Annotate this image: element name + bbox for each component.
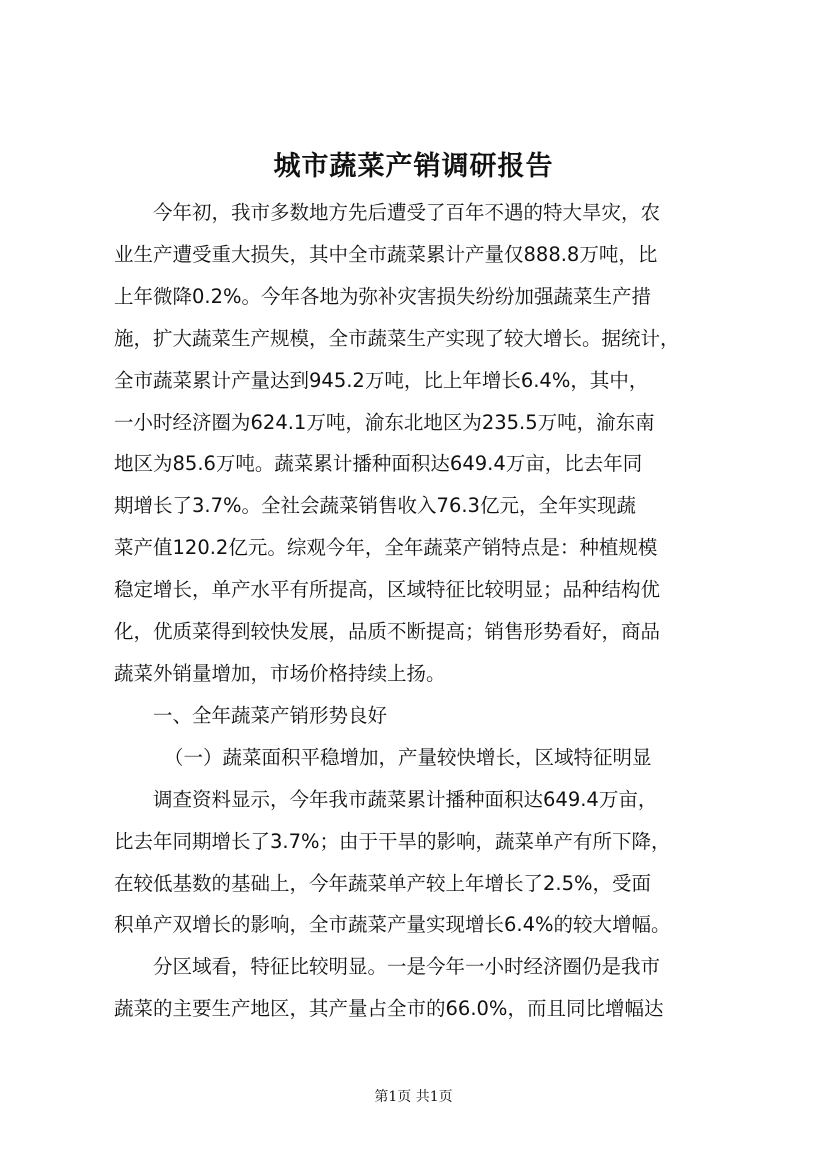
text-line: 业生产遭受重大损失，其中全市蔬菜累计产量仅888.8万吨，比 [114, 242, 658, 266]
text-line: 在较低基数的基础上，今年蔬菜单产较上年增长了2.5%，受面 [114, 871, 652, 895]
text-line: 比去年同期增长了3.7%；由于干旱的影响，蔬菜单产有所下降， [114, 829, 671, 853]
text-line: 施，扩大蔬菜生产规模，全市蔬菜生产实现了较大增长。据统计， [114, 326, 680, 350]
text-line: 期增长了3.7%。全社会蔬菜销售收入76.3亿元，全年实现蔬 [114, 494, 636, 518]
document-title: 城市蔬菜产销调研报告 [273, 151, 554, 182]
page-footer: 第1页 共1页 [374, 1089, 453, 1105]
text-line: 分区域看，特征比较明显。一是今年一小时经济圈仍是我市 [153, 955, 661, 979]
text-line: 一小时经济圈为624.1万吨，渝东北地区为235.5万吨，渝东南 [114, 410, 655, 434]
section-heading: 一、全年蔬菜产销形势良好 [153, 703, 388, 727]
text-line: 上年微降0.2%。今年各地为弥补灾害损失纷纷加强蔬菜生产措 [114, 284, 652, 308]
text-line: 全市蔬菜累计产量达到945.2万吨，比上年增长6.4%，其中， [114, 368, 649, 392]
text-line: 调查资料显示，今年我市蔬菜累计播种面积达649.4万亩， [153, 787, 658, 811]
text-line: 蔬菜的主要生产地区，其产量占全市的66.0%，而且同比增幅达 [114, 997, 664, 1021]
subsection-heading: （一）蔬菜面积平稳增加，产量较快增长，区域特征明显 [164, 745, 652, 769]
text-line: 菜产值120.2亿元。综观今年，全年蔬菜产销特点是：种植规模 [114, 536, 658, 560]
text-line: 稳定增长，单产水平有所提高，区域特征比较明显；品种结构优 [114, 578, 661, 602]
text-line: 蔬菜外销量增加，市场价格持续上扬。 [114, 661, 446, 685]
text-line: 积单产双增长的影响，全市蔬菜产量实现增长6.4%的较大增幅。 [114, 913, 671, 937]
document-body [114, 192, 724, 1030]
text-line: 化，优质菜得到较快发展，品质不断提高；销售形势看好，商品 [114, 620, 661, 644]
text-line: 今年初，我市多数地方先后遭受了百年不遇的特大旱灾，农 [153, 201, 661, 224]
text-line: 地区为85.6万吨。蔬菜累计播种面积达649.4万亩，比去年同 [114, 452, 643, 476]
